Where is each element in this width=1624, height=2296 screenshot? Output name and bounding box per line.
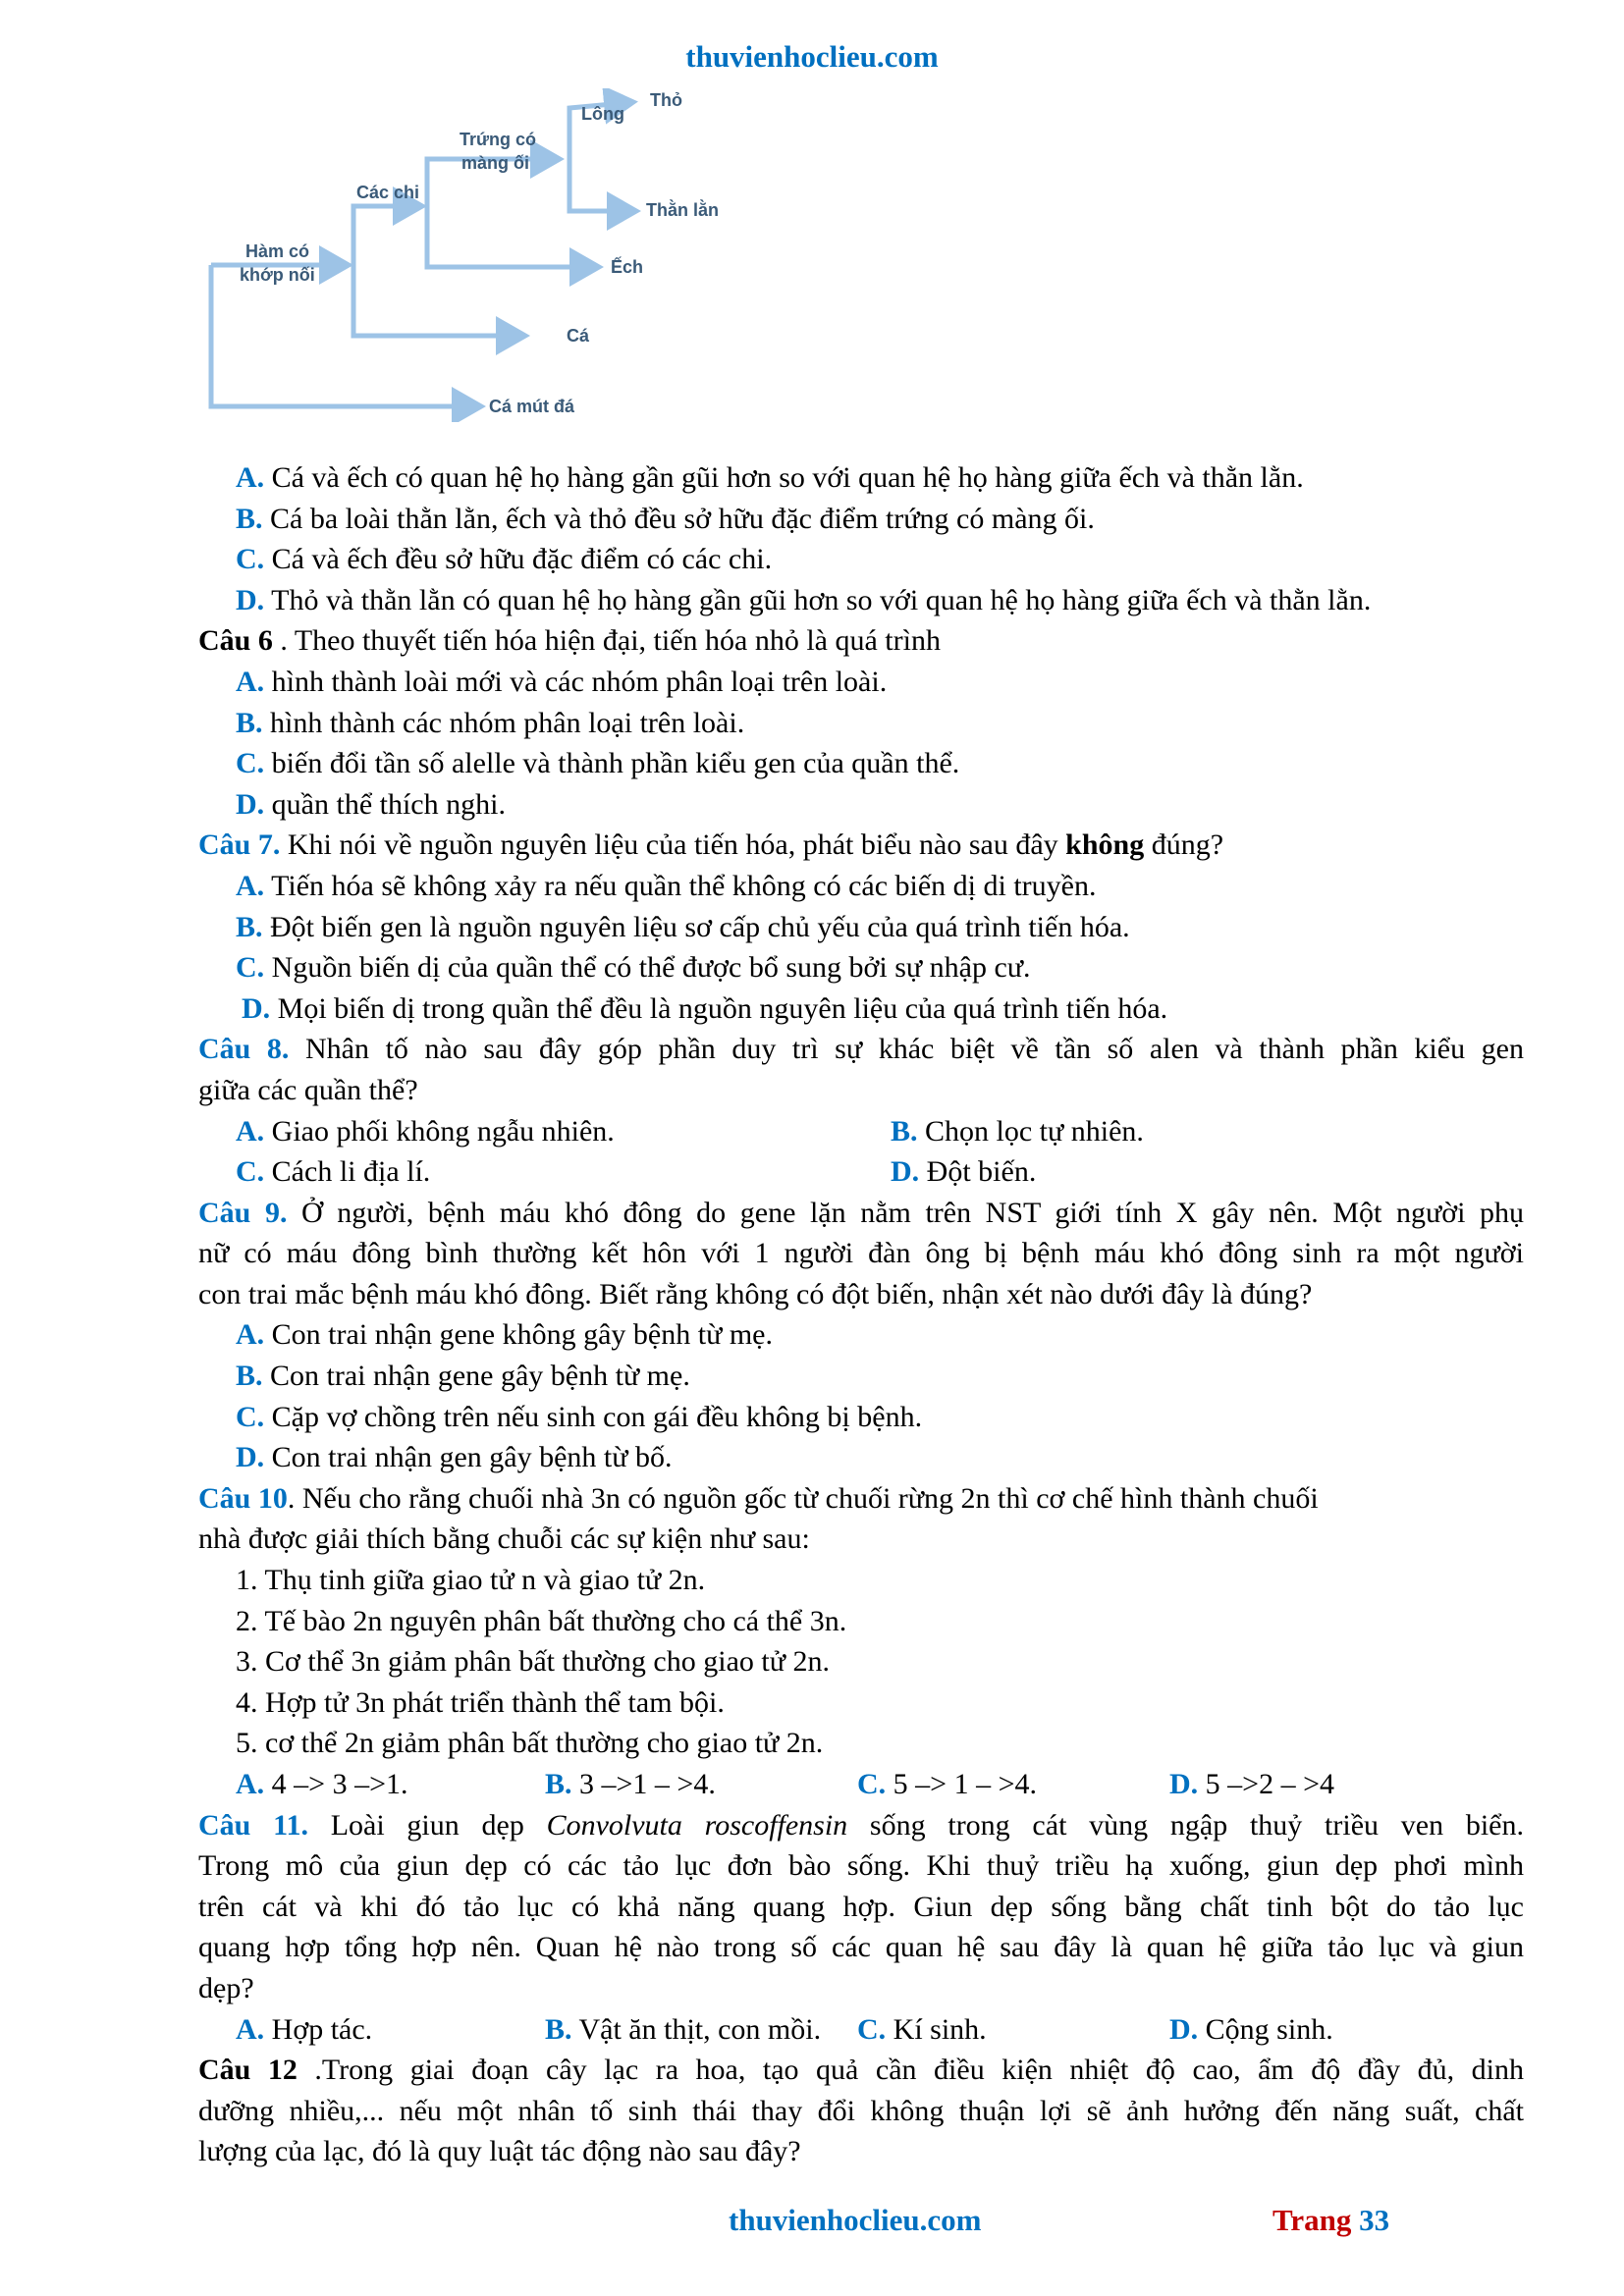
q7-option-a[interactable] [198,866,1524,907]
q8-option-b[interactable] [891,1111,1144,1152]
option-label: C. [857,1768,887,1800]
q11-option-a[interactable] [236,2009,545,2051]
q5-option-a[interactable] [198,457,1524,499]
q9-stem-line1 [198,1193,1524,1234]
node-label-long: Lông [581,104,624,124]
q5-option-c[interactable] [198,539,1524,580]
q10-options-row [198,1764,1524,1805]
q10-option-d[interactable] [1169,1764,1334,1805]
q11-stem-line2: Trong mô của giun dẹp có các tảo lục đơn bào sống. Khi thuỷ triều hạ xuống, giun dẹp phơi mình [198,1849,1524,1883]
node-label-trung-co: Trứng có [460,130,537,149]
q9-label: Câu 9. [198,1196,288,1229]
q9-option-d[interactable] [198,1437,1524,1478]
option-text: Nguồn biến dị của quần thể có thể được bổ sung bởi sự nhập cư. [271,951,1031,985]
q7-text-before: Khi nói về nguồn nguyên liệu của tiến hóa, phát biểu nào sau đây [280,828,1066,862]
branch-ca [353,265,525,336]
branch-than-lan [569,159,636,211]
option-text: hình thành các nhóm phân loại trên loài. [270,706,745,739]
option-label: D. [1169,1768,1199,1800]
option-text: Cá ba loài thằn lằn, ếch và thỏ đều sở hữu đặc điểm trứng có màng ối. [270,502,1095,535]
q6-stem [198,620,1524,662]
node-label-mang-oi: màng ối [461,153,530,173]
q10-text: . Nếu cho rằng chuối nhà 3n có nguồn gốc từ chuối rừng 2n thì cơ chế hình thành chuối [287,1481,1319,1515]
option-label: C. [236,1155,265,1189]
q10-option-a[interactable] [236,1764,545,1805]
q11-option-b[interactable] [545,2009,857,2051]
option-label: B. [891,1114,918,1148]
option-label: B. [236,706,263,739]
option-text: hình thành loài mới và các nhóm phân loại trên loài. [271,665,888,698]
q10-event: 2. Tế bào 2n nguyên phân bất thường cho cá thể 3n. [236,1604,847,1637]
q12-stem-line1 [198,2050,1524,2091]
option-text: 5 –> 1 – >4. [893,1768,1038,1800]
node-label-ca-mut-da: Cá mút đá [489,397,575,416]
option-label: A. [236,665,265,698]
q5-option-b[interactable] [198,499,1524,540]
question-content [198,457,1524,2172]
q11-stem-line4: quang hợp tổng hợp nên. Quan hệ nào trong số các quan hệ sau đây là quan hệ giữa tảo lục và giun [198,1931,1524,1964]
q11-option-d[interactable] [1169,2009,1333,2051]
branch-cac-chi [353,206,422,265]
node-label-tho: Thỏ [650,90,682,110]
q10-option-b[interactable] [545,1764,857,1805]
option-label: C. [857,2012,887,2046]
q6-text: . Theo thuyết tiến hóa hiện đại, tiến hóa nhỏ là quá trình [272,624,941,658]
option-label: C. [236,1400,265,1433]
q9-option-a[interactable] [198,1314,1524,1356]
q10-stem-line2: nhà được giải thích bằng chuỗi các sự kiện như sau: [198,1522,810,1556]
option-text: biến đổi tần số alelle và thành phần kiểu gen của quần thể. [271,747,960,780]
node-label-khop-noi: khớp nối [240,265,315,285]
option-text: Hợp tác. [271,2012,373,2046]
option-label: C. [236,747,265,780]
q7-option-c[interactable] [198,947,1524,988]
option-text: 4 –> 3 –>1. [271,1768,408,1800]
q7-option-b[interactable] [198,907,1524,948]
q7-stem [198,825,1524,866]
q11-species: Convolvuta roscoffensin [546,1808,848,1842]
option-label: D. [891,1155,920,1189]
q10-event: 4. Hợp tử 3n phát triển thành thể tam bội. [236,1685,725,1719]
q9-stem-line2: nữ có máu đông bình thường kết hôn với 1 người đàn ông bị bệnh máu khó đông sinh ra một người [198,1237,1524,1270]
q7-option-d[interactable] [198,988,1524,1030]
option-label: B. [545,1768,572,1800]
q8-stem-line2: giữa các quần thể? [198,1073,418,1106]
q11-stem-line3: trên cát và khi đó tảo lục có khả năng quang hợp. Giun dẹp sống bằng chất tinh bột do tảo lục [198,1890,1524,1923]
q10-option-c[interactable] [857,1764,1169,1805]
option-text: Chọn lọc tự nhiên. [925,1114,1144,1148]
q11-option-c[interactable] [857,2009,1169,2051]
q8-label: Câu 8. [198,1033,290,1066]
q8-option-c[interactable] [236,1151,891,1193]
q8-text: Nhân tố nào sau đây góp phần duy trì sự khác biệt về tần số alen và thành phần kiểu gen [289,1033,1524,1066]
footer-site-link[interactable]: thuvienhoclieu.com [729,2203,982,2237]
option-text: Cách li địa lí. [271,1155,431,1189]
q10-label: Câu 10 [198,1481,288,1515]
option-text: Con trai nhận gene không gây bệnh từ mẹ. [271,1318,773,1352]
q7-label: Câu 7. [198,828,281,862]
q6-label: Câu 6 [198,624,273,658]
option-text: Con trai nhận gene gây bệnh từ mẹ. [270,1360,690,1393]
site-header[interactable]: thuvienhoclieu.com [685,39,939,74]
q8-option-d[interactable] [891,1151,1036,1193]
page-num: 33 [1359,2203,1390,2237]
node-label-ham-co: Hàm có [245,241,310,261]
option-label: B. [236,1360,263,1393]
q9-text: Ở người, bệnh máu khó đông do gene lặn nằm trên NST giới tính X gây nên. Một người phụ [287,1196,1525,1229]
q7-bold-word: không [1065,828,1145,862]
option-text: quần thể thích nghi. [271,787,506,821]
q8-options-row1 [198,1111,1524,1152]
node-label-ca: Cá [567,326,590,346]
option-text: Con trai nhận gen gây bệnh từ bố. [271,1441,673,1474]
q9-stem-line3: con trai mắc bệnh máu khó đông. Biết rằng không có đột biến, nhận xét nào dưới đây là đúng? [198,1277,1313,1310]
node-label-ech: Ếch [611,257,644,277]
option-text: 5 –>2 – >4 [1205,1768,1335,1800]
q6-option-a[interactable] [198,662,1524,703]
option-label: B. [545,2012,572,2046]
q10-event: 3. Cơ thể 3n giảm phân bất thường cho giao tử 2n. [236,1645,830,1679]
q10-event: 1. Thụ tinh giữa giao tử n và giao tử 2n. [236,1564,706,1597]
option-label: A. [236,1318,265,1352]
option-text: Cộng sinh. [1205,2012,1333,2046]
q5-option-d[interactable] [198,580,1524,621]
option-text: Cá và ếch có quan hệ họ hàng gần gũi hơn so với quan hệ họ hàng giữa ếch và thằn lằn. [271,461,1304,494]
q11-text: Loài giun dẹp [307,1808,547,1842]
q9-option-c[interactable] [198,1397,1524,1438]
option-label: D. [236,583,265,616]
option-text: Mọi biến dị trong quần thể đều là nguồn nguyên liệu của quá trình tiến hóa. [277,991,1168,1025]
option-label: D. [236,1441,265,1474]
option-text: Thỏ và thằn lằn có quan hệ họ hàng gần gũi hơn so với quan hệ họ hàng giữa ếch và thằn lằn. [271,583,1372,616]
option-label: C. [236,951,265,985]
q6-option-c[interactable] [198,743,1524,784]
option-label: D. [242,991,271,1025]
option-label: A. [236,869,265,902]
option-label: B. [236,502,263,535]
option-label: C. [236,543,265,576]
q11-stem-line1 [198,1805,1524,1846]
page-number [1272,2203,1389,2238]
page-label: Trang [1272,2203,1360,2237]
q7-text-after: đúng? [1144,828,1224,862]
option-text: Vật ăn thịt, con mồi. [578,2012,822,2046]
q11-options-row [198,2009,1524,2051]
q11-text: sống trong cát vùng ngập thuỷ triều ven biển. [847,1808,1524,1842]
option-text: Tiến hóa sẽ không xảy ra nếu quần thể không có các biến dị di truyền. [271,869,1097,902]
option-text: Cặp vợ chồng trên nếu sinh con gái đều không bị bệnh. [271,1400,923,1433]
option-label: A. [236,461,265,494]
q8-options-row2 [198,1151,1524,1193]
option-text: Đột biến gen là nguồn nguyên liệu sơ cấp chủ yếu của quá trình tiến hóa. [270,910,1130,943]
q12-stem-line2: dưỡng nhiều,... nếu một nhân tố sinh thái thay đổi không thuận lợi sẽ ảnh hưởng đến năng suất, chất [198,2094,1524,2127]
option-label: A. [236,2012,265,2046]
q8-option-a[interactable] [236,1111,891,1152]
option-label: D. [1169,2012,1199,2046]
q10-stem-line1 [198,1478,1524,1520]
q6-option-d[interactable] [198,784,1524,826]
node-label-cac-chi: Các chi [356,183,420,202]
option-label: A. [236,1768,265,1800]
option-text: Đột biến. [926,1155,1037,1189]
option-label: A. [236,1114,265,1148]
branch-ech [427,206,599,267]
q9-option-b[interactable] [198,1356,1524,1397]
q10-event: 5. cơ thể 2n giảm phân bất thường cho giao tử 2n. [236,1727,824,1760]
q12-stem-line3: lượng của lạc, đó là quy luật tác động nào sau đây? [198,2135,801,2168]
option-text: Giao phối không ngẫu nhiên. [271,1114,615,1148]
q6-option-b[interactable] [198,703,1524,744]
q11-label: Câu 11. [198,1808,308,1842]
q12-label: Câu 12 [198,2054,298,2087]
node-label-than-lan: Thằn lằn [646,200,720,220]
option-label: B. [236,910,263,943]
option-text: Kí sinh. [893,2012,987,2046]
q12-text: .Trong giai đoạn cây lạc ra hoa, tạo quả cần điều kiện nhiệt độ cao, ẩm độ đầy đủ, dinh [297,2054,1525,2087]
option-text: 3 –>1 – >4. [579,1768,716,1800]
option-text: Cá và ếch đều sở hữu đặc điểm có các chi. [271,543,773,576]
phylogenetic-tree-diagram [187,88,736,422]
q8-stem-line1 [198,1029,1524,1070]
option-label: D. [236,787,265,821]
q11-stem-line5: dẹp? [198,1971,254,2004]
